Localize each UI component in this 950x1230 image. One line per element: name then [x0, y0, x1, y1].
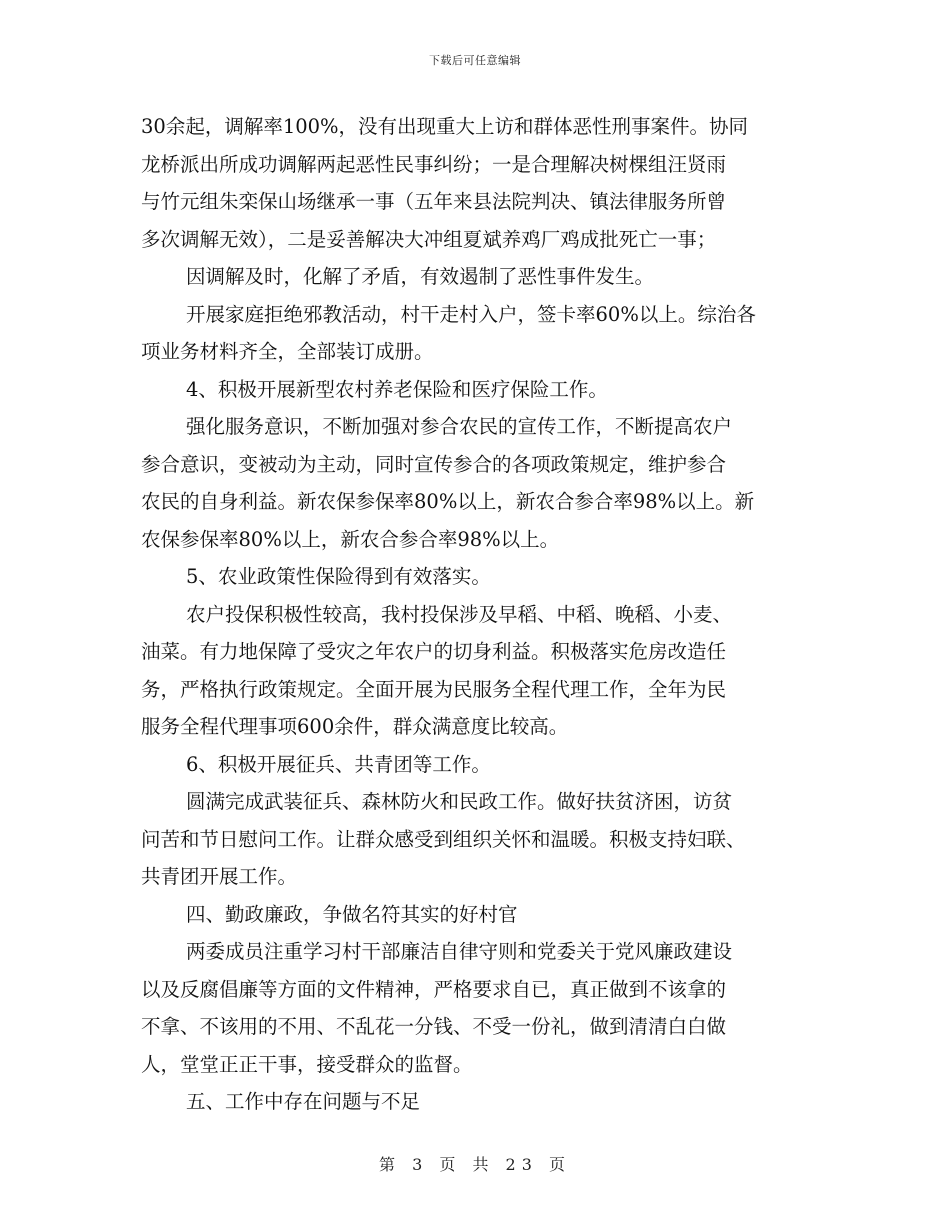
text-line: 五、工作中存在问题与不足: [186, 1090, 421, 1113]
text-line: 项业务材料齐全，全部装订成册。: [141, 340, 434, 363]
text-line: 四、勤政廉政，争做名符其实的好村官: [186, 902, 518, 926]
text-line: 4、积极开展新型农村养老保险和医疗保险工作。: [186, 377, 608, 401]
text-line: 农户投保积极性较高，我村投保涉及早稻、中稻、晚稻、小麦、: [186, 602, 733, 626]
text-line: 务，严格执行政策规定。全面开展为民服务全程代理工作，全年为民: [141, 677, 727, 701]
text-line: 多次调解无效），二是妥善解决大冲组夏斌养鸡厂鸡成批死亡一事；: [141, 227, 717, 251]
text-line: 农民的自身利益。新农保参保率80%以上，新农合参合率98%以上。新: [141, 490, 755, 513]
text-line: 与竹元组朱栾保山场继承一事（五年来县法院判决、镇法律服务所曾: [141, 190, 727, 213]
text-line: 6、积极开展征兵、共青团等工作。: [186, 752, 491, 776]
text-line: 问苦和节日慰问工作。让群众感受到组织关怀和温暖。积极支持妇联、: [141, 827, 746, 851]
text-line: 服务全程代理事项600余件，群众满意度比较高。: [141, 715, 569, 738]
text-line: 两委成员注重学习村干部廉洁自律守则和党委关于党风廉政建设: [186, 940, 733, 963]
text-line: 强化服务意识，不断加强对参合农民的宣传工作，不断提高农户: [186, 415, 733, 438]
text-line: 农保参保率80%以上，新农合参合率98%以上。: [141, 527, 560, 551]
page-footer: 第 3 页 共 23 页: [379, 1155, 571, 1174]
text-line: 人，堂堂正正干事，接受群众的监督。: [141, 1052, 473, 1076]
text-line: 参合意识，变被动为主动，同时宣传参合的各项政策规定，维护参合: [141, 452, 727, 476]
text-line: 因调解及时，化解了矛盾，有效遏制了恶性事件发生。: [186, 265, 655, 288]
text-line: 龙桥派出所成功调解两起恶性民事纠纷；一是合理解决树棵组汪贤雨: [141, 152, 727, 176]
text-line: 不拿、不该用的不用、不乱花一分钱、不受一份礼，做到清清白白做: [141, 1015, 727, 1038]
text-line: 开展家庭拒绝邪教活动，村干走村入户，签卡率60%以上。综治各: [186, 302, 756, 326]
text-line: 5、农业政策性保险得到有效落实。: [186, 565, 491, 588]
text-line: 30余起，调解率100%，没有出现重大上访和群体恶性刑事案件。协同: [141, 115, 749, 138]
page-header: 下载后可任意编辑: [429, 54, 521, 67]
text-line: 共青团开展工作。: [141, 865, 298, 888]
text-line: 圆满完成武装征兵、森林防火和民政工作。做好扶贫济困，访贫: [186, 790, 733, 813]
text-line: 以及反腐倡廉等方面的文件精神，严格要求自已，真正做到不该拿的: [141, 977, 727, 1001]
document-body: [141, 108, 817, 1121]
text-line: 油菜。有力地保障了受灾之年农户的切身利益。积极落实危房改造任: [141, 640, 727, 663]
